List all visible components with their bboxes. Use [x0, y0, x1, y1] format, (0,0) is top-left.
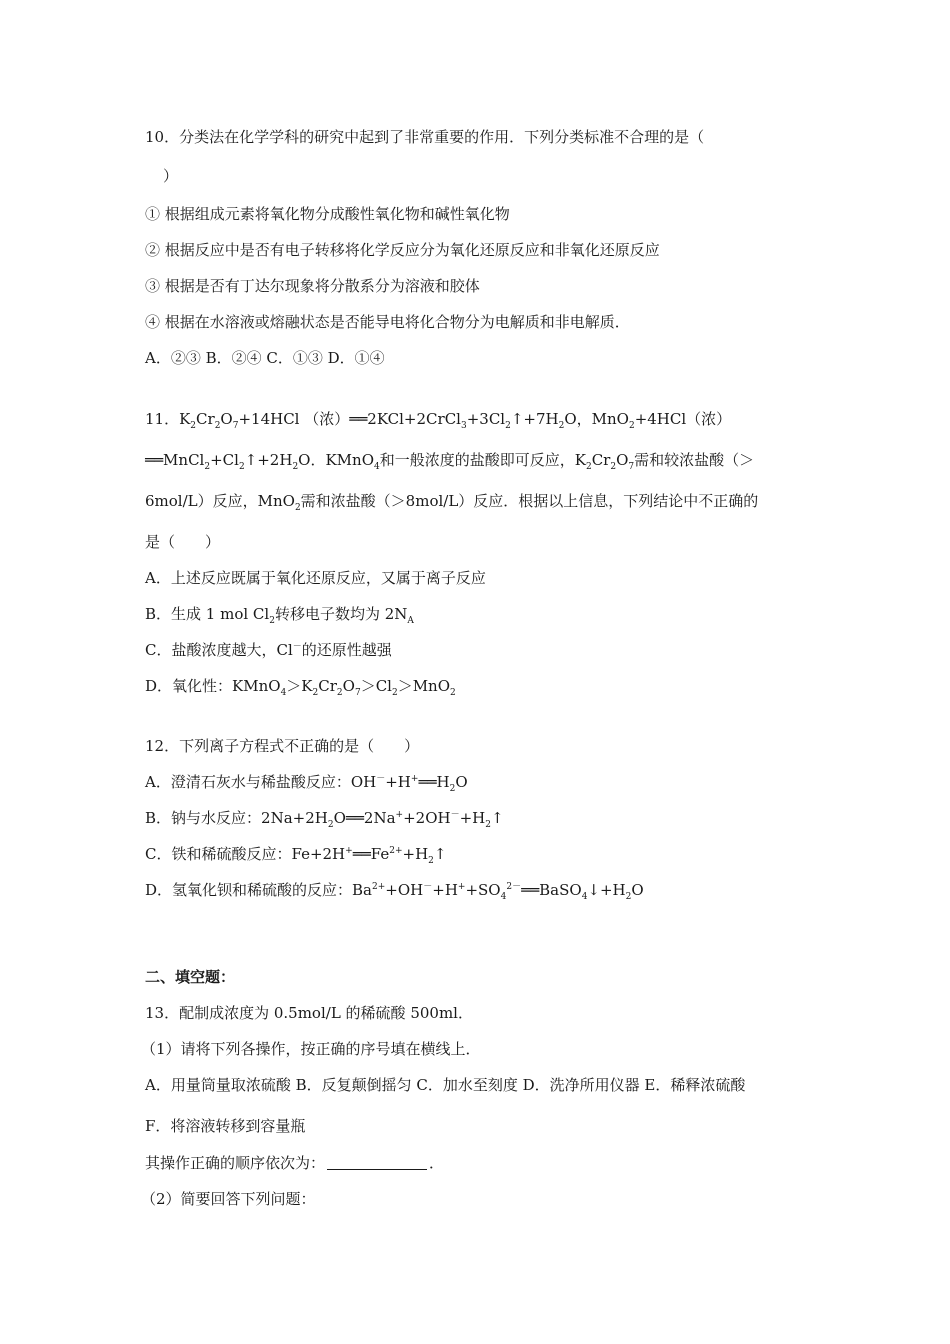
q13-stem: 13．配制成浓度为 0.5mol/L 的稀硫酸 500ml．: [145, 1004, 473, 1022]
q11-option-d: D．氧化性：$KMnO_4>K_2Cr_2O_7>Cl_2>MnO_2$: [145, 677, 456, 698]
q10-stem-line1: 10．分类法在化学学科的研究中起到了非常重要的作用．下列分类标准不合理的是（: [145, 128, 705, 146]
q12-option-b: B．钠与水反应：$2Na+2H_2O══2Na^++2OH^-+H_2↑$: [145, 809, 504, 830]
q11-option-a: A．上述反应既属于氧化还原反应，又属于离子反应: [145, 569, 486, 587]
q11-stem-line4: 是（ ）: [145, 533, 221, 551]
q10-stem-line2: ）: [163, 167, 179, 185]
q11-stem-line1: 11．$K_2Cr_2O_7+14HCl$ （浓）$══2KCl+2CrCl_3+3Cl_2↑+7H_2O$，MnO$_2$+4HCl（浓）: [145, 410, 732, 431]
q13-operations-line2: F．将溶液转移到容量瓶: [145, 1117, 306, 1135]
q10-options: A．②③ B．②④ C．①③ D．①④: [145, 349, 385, 367]
q10-item-1: ① 根据组成元素将氧化物分成酸性氧化物和碱性氧化物: [145, 205, 510, 223]
q10-item-4: ④ 根据在水溶液或熔融状态是否能导电将化合物分为电解质和非电解质．: [145, 313, 630, 331]
q13-sub1: （1）请将下列各操作，按正确的序号填在横线上．: [141, 1040, 481, 1058]
answer-blank[interactable]: [327, 1154, 427, 1170]
q13-order-line: 其操作正确的顺序依次为： ．: [145, 1154, 445, 1172]
q12-stem: 12．下列离子方程式不正确的是（ ）: [145, 737, 420, 755]
q11-stem-line2: $══MnCl_2+Cl_2↑+2H_2O$．KMnO$_4$和一般浓度的盐酸即可反应，$K_2Cr_2O_7$需和较浓盐酸（＞: [145, 451, 755, 472]
q10-item-2: ② 根据反应中是否有电子转移将化学反应分为氧化还原反应和非氧化还原反应: [145, 241, 660, 259]
q10-item-3: ③ 根据是否有丁达尔现象将分散系分为溶液和胶体: [145, 277, 480, 295]
q12-option-a: A．澄清石灰水与稀盐酸反应：$OH^-+H^+══H_2O$: [145, 773, 468, 794]
q12-option-d: D．氢氧化钡和稀硫酸的反应：$Ba^{2+}+OH^-+H^++SO_4^{2-}══BaSO_4↓+H_2O$: [145, 881, 644, 902]
q11-option-c: C．盐酸浓度越大，Cl－的还原性越强: [145, 641, 392, 659]
section-heading: 二、填空题：: [145, 968, 236, 986]
q11-stem-line3: 6mol/L）反应，MnO$_2$需和浓盐酸（＞8mol/L）反应．根据以上信息，下列结论中不正确的: [145, 492, 759, 513]
q12-option-c: C．铁和稀硫酸反应：$Fe+2H^+══Fe^{2+}+H_2↑$: [145, 845, 447, 866]
q13-operations-line1: A．用量筒量取浓硫酸 B．反复颠倒摇匀 C．加水至刻度 D．洗净所用仪器 E．稀释浓硫酸: [145, 1076, 746, 1094]
q13-sub2: （2）简要回答下列问题：: [141, 1190, 316, 1208]
q11-option-b: B．生成 1 mol $Cl_2$转移电子数均为 $2N_A$: [145, 605, 414, 626]
